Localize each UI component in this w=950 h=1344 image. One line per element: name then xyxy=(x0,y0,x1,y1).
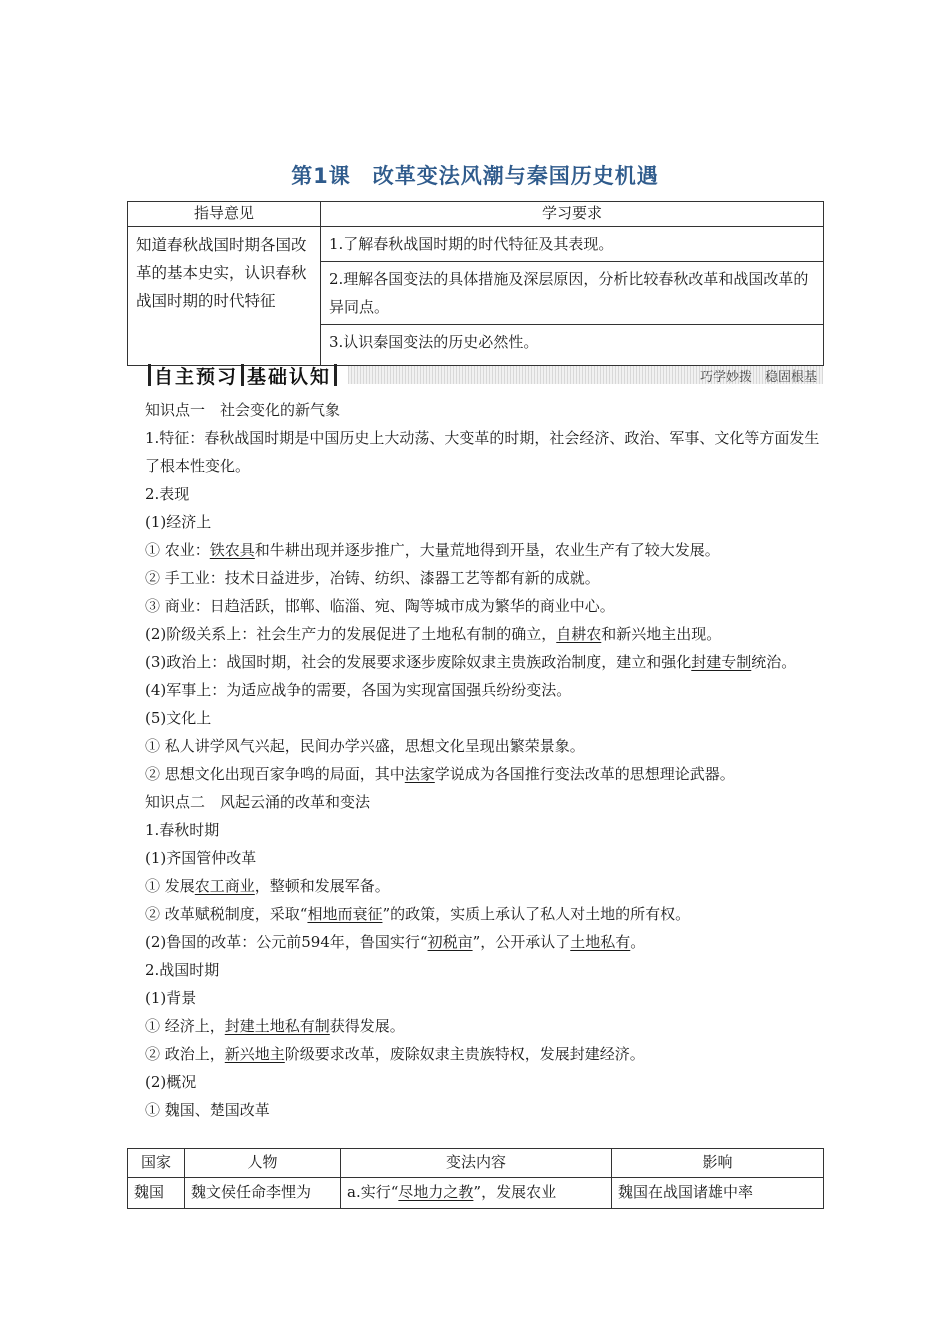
k2-heading: 知识点二 风起云涌的改革和变法 xyxy=(145,793,371,811)
k1-craft: ② 手工业：技术日益进步，冶铸、纺织、漆器工艺等都有新的成就。 xyxy=(145,569,600,587)
header-state: 国家 xyxy=(128,1149,185,1178)
header-impact: 影响 xyxy=(612,1149,824,1178)
header-person: 人物 xyxy=(185,1149,341,1178)
k2-lu: (2)鲁国的改革：公元前594年，鲁国实行“初税亩”，公开承认了土地私有。 xyxy=(145,933,646,951)
banner-title-2: 基础认知 xyxy=(247,365,332,388)
reform-table xyxy=(127,1148,824,1209)
header-content: 变法内容 xyxy=(341,1149,612,1178)
k2-qi-1: ① 发展农工商业，整顿和发展军备。 xyxy=(145,877,390,895)
requirement-2: 2.理解各国变法的具体措施及深层原因，分析比较春秋改革和战国改革的异同点。 xyxy=(321,262,824,325)
k1-military: (4)军事上：为适应战争的需要，各国为实现富国强兵纷纷变法。 xyxy=(145,681,572,699)
k1-heading: 知识点一 社会变化的新气象 xyxy=(145,401,341,419)
blank-answer: 初税亩 xyxy=(427,933,473,951)
k2-spring-title: 1.春秋时期 xyxy=(145,821,220,839)
header-guidance: 指导意见 xyxy=(128,202,321,227)
k1-politics: (3)政治上：战国时期，社会的发展要求逐步废除奴隶主贵族政治制度，建立和强化封建专制统治。 xyxy=(145,653,797,671)
k1-class: (2)阶级关系上：社会生产力的发展促进了土地私有制的确立，自耕农和新兴地主出现。 xyxy=(145,625,722,643)
k2-warring-title: 2.战国时期 xyxy=(145,961,220,979)
k2-overview-title: (2)概况 xyxy=(145,1073,197,1091)
guidance-cell: 知道春秋战国时期各国改革的基本史实，认识春秋战国时期的时代特征 xyxy=(128,227,321,366)
blank-answer: 土地私有 xyxy=(570,933,631,951)
k1-feature: 1.特征：春秋战国时期是中国历史上大动荡、大变革的时期，社会经济、政治、军事、文化等方面发生了根本性变化。 xyxy=(145,429,820,475)
k2-weichu-title: ① 魏国、楚国改革 xyxy=(145,1101,270,1119)
k1-culture-2: ② 思想文化出现百家争鸣的局面，其中法家学说成为各国推行变法改革的思想理论武器。 xyxy=(145,765,735,783)
k1-culture-1: ① 私人讲学风气兴起，民间办学兴盛，思想文化呈现出繁荣景象。 xyxy=(145,737,585,755)
requirement-1: 1.了解春秋战国时期的时代特征及其表现。 xyxy=(321,227,824,262)
blank-answer: 尽地力之教 xyxy=(398,1183,474,1201)
page-title: 第1课 改革变法风潮与秦国历史机遇 xyxy=(291,164,659,188)
blank-answer: 相地而衰征 xyxy=(307,905,383,923)
k1-culture-title: (5)文化上 xyxy=(145,709,212,727)
banner-stripe xyxy=(348,366,823,384)
banner-slogan: 巧学妙拨 稳固根基 xyxy=(699,369,817,385)
cell-person: 魏文侯任命李悝为 xyxy=(185,1178,341,1209)
requirement-3: 3.认识秦国变法的历史必然性。 xyxy=(321,325,824,366)
k2-qi-2: ② 改革赋税制度，采取“相地而衰征”的政策，实质上承认了私人对土地的所有权。 xyxy=(145,905,691,923)
blank-answer: 农工商业 xyxy=(194,877,255,895)
k2-bg-2: ② 政治上，新兴地主阶级要求改革，废除奴隶主贵族特权，发展封建经济。 xyxy=(145,1045,645,1063)
blank-answer: 封建土地私有制 xyxy=(224,1017,330,1035)
cell-impact: 魏国在战国诸雄中率 xyxy=(612,1178,824,1209)
k2-qi-title: (1)齐国管仲改革 xyxy=(145,849,257,867)
header-requirements: 学习要求 xyxy=(321,202,824,227)
k1-expr-title: 2.表现 xyxy=(145,485,190,503)
section-banner xyxy=(145,362,823,388)
k1-agriculture: ① 农业：铁农具和牛耕出现并逐步推广，大量荒地得到开垦，农业生产有了较大发展。 xyxy=(145,541,720,559)
blank-answer: 封建专制 xyxy=(691,653,752,671)
banner-divider xyxy=(241,364,244,386)
blank-answer: 铁农具 xyxy=(209,541,255,559)
cell-content: a.实行“尽地力之教”，发展农业 xyxy=(341,1178,612,1209)
k1-econ-title: (1)经济上 xyxy=(145,513,212,531)
banner-divider xyxy=(334,364,337,386)
k2-bg-title: (1)背景 xyxy=(145,989,197,1007)
k1-commerce: ③ 商业：日趋活跃，邯郸、临淄、宛、陶等城市成为繁华的商业中心。 xyxy=(145,597,615,615)
content-body xyxy=(145,396,825,1124)
blank-answer: 新兴地主 xyxy=(224,1045,285,1063)
blank-answer: 自耕农 xyxy=(556,625,602,643)
objectives-table xyxy=(127,201,824,366)
k2-bg-1: ① 经济上，封建土地私有制获得发展。 xyxy=(145,1017,405,1035)
banner-title-1: 自主预习 xyxy=(154,365,239,388)
cell-state: 魏国 xyxy=(128,1178,185,1209)
banner-divider xyxy=(148,364,151,386)
blank-answer: 法家 xyxy=(404,765,435,783)
